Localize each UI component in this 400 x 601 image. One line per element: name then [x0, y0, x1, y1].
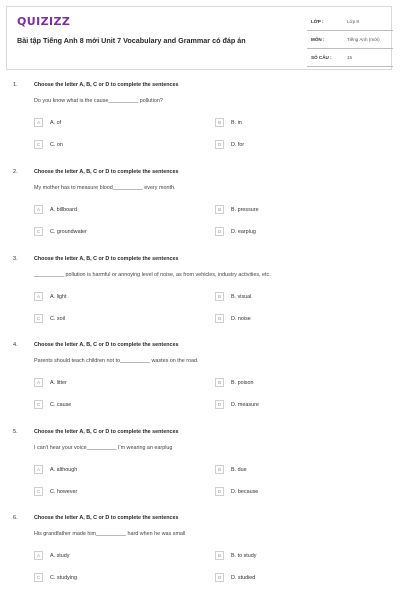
question-number: 5. — [13, 429, 18, 435]
option-letter-box: B — [215, 378, 224, 387]
option-letter-box: B — [215, 118, 224, 127]
option-label: C. groundwater — [50, 228, 87, 235]
option-label: B. to study — [231, 552, 257, 559]
question-text: Parents should teach children not to__________ wastes on the road. — [34, 358, 199, 364]
question-text: My mother has to measure blood__________ every month. — [34, 185, 176, 191]
option-label: B. visual — [231, 293, 252, 300]
option-label: B. due — [231, 466, 247, 473]
option-label: B. in — [231, 119, 242, 126]
meta-value: Lớp 8 — [347, 19, 359, 24]
meta-key: LỚP : — [311, 19, 324, 24]
option-label: B. poison — [231, 379, 254, 386]
meta-key: SỐ CÂU : — [311, 55, 332, 60]
option-label: C. on — [50, 141, 63, 148]
question-6 — [0, 515, 400, 601]
option-letter-box: D — [215, 487, 224, 496]
question-instruction: Choose the letter A, B, C or D to complete the sentences — [34, 82, 179, 88]
question-number: 3. — [13, 256, 18, 262]
option-letter-box: A — [34, 551, 43, 560]
option-label: B. pressure — [231, 206, 259, 213]
meta-value: 15 — [347, 55, 353, 60]
option-letter-box: A — [34, 205, 43, 214]
option-letter-box: C — [34, 400, 43, 409]
question-instruction: Choose the letter A, B, C or D to complete the sentences — [34, 429, 179, 435]
option-label: D. for — [231, 141, 245, 148]
option-label: A. litter — [50, 379, 67, 386]
option-letter-box: C — [34, 227, 43, 236]
option-letter-box: C — [34, 140, 43, 149]
option-label: A. light — [50, 293, 67, 300]
question-number: 4. — [13, 342, 18, 348]
question-number: 6. — [13, 515, 18, 521]
worksheet-title: Bài tập Tiếng Anh 8 mới Unit 7 Vocabulary and Grammar có đáp án — [17, 36, 246, 45]
option-label: D. noise — [231, 315, 251, 322]
meta-row-subject — [307, 31, 393, 49]
question-5 — [0, 429, 400, 515]
question-text: __________ pollution is harmful or annoying level of noise, as from vehicles, industry activities, etc. — [34, 272, 271, 278]
option-letter-box: A — [34, 465, 43, 474]
option-label: D. because — [231, 488, 259, 495]
option-letter-box: C — [34, 573, 43, 582]
question-3 — [0, 256, 400, 342]
option-label: C. soil — [50, 315, 65, 322]
option-letter-box: B — [215, 292, 224, 301]
option-letter-box: D — [215, 400, 224, 409]
question-2 — [0, 169, 400, 255]
option-label: A. billboard — [50, 206, 77, 213]
question-text: Do you know what is the cause__________ pollution? — [34, 98, 163, 104]
option-letter-box: D — [215, 314, 224, 323]
option-letter-box: C — [34, 487, 43, 496]
quizizz-logo: QUIZIZZ — [17, 15, 71, 28]
option-letter-box: A — [34, 292, 43, 301]
option-label: A. although — [50, 466, 78, 473]
option-label: C. cause — [50, 401, 72, 408]
option-label: D. earplug — [231, 228, 256, 235]
question-instruction: Choose the letter A, B, C or D to complete the sentences — [34, 515, 179, 521]
option-label: D. studied — [231, 574, 256, 581]
option-letter-box: A — [34, 118, 43, 127]
question-instruction: Choose the letter A, B, C or D to complete the sentences — [34, 256, 179, 262]
option-label: A. of — [50, 119, 62, 126]
question-instruction: Choose the letter A, B, C or D to complete the sentences — [34, 169, 179, 175]
worksheet-header — [6, 6, 392, 70]
option-label: C. however — [50, 488, 78, 495]
meta-row-count — [307, 49, 393, 67]
question-instruction: Choose the letter A, B, C or D to complete the sentences — [34, 342, 179, 348]
option-letter-box: B — [215, 551, 224, 560]
question-number: 2. — [13, 169, 18, 175]
meta-row-class — [307, 13, 393, 31]
option-label: C. studying — [50, 574, 77, 581]
question-text: His grandfather made him__________ hard when he was small — [34, 531, 186, 537]
question-1 — [0, 82, 400, 168]
meta-key: MÔN : — [311, 37, 325, 42]
option-letter-box: A — [34, 378, 43, 387]
question-text: I can't hear your voice__________ I'm wearing an earplug — [34, 445, 173, 451]
question-number: 1. — [13, 82, 18, 88]
meta-value: Tiếng Anh (mới) — [347, 37, 380, 42]
option-letter-box: D — [215, 227, 224, 236]
option-label: A. study — [50, 552, 70, 559]
option-letter-box: B — [215, 465, 224, 474]
question-4 — [0, 342, 400, 428]
option-letter-box: D — [215, 140, 224, 149]
worksheet-meta — [307, 13, 393, 67]
option-letter-box: C — [34, 314, 43, 323]
option-label: D. measure — [231, 401, 259, 408]
option-letter-box: B — [215, 205, 224, 214]
option-letter-box: D — [215, 573, 224, 582]
